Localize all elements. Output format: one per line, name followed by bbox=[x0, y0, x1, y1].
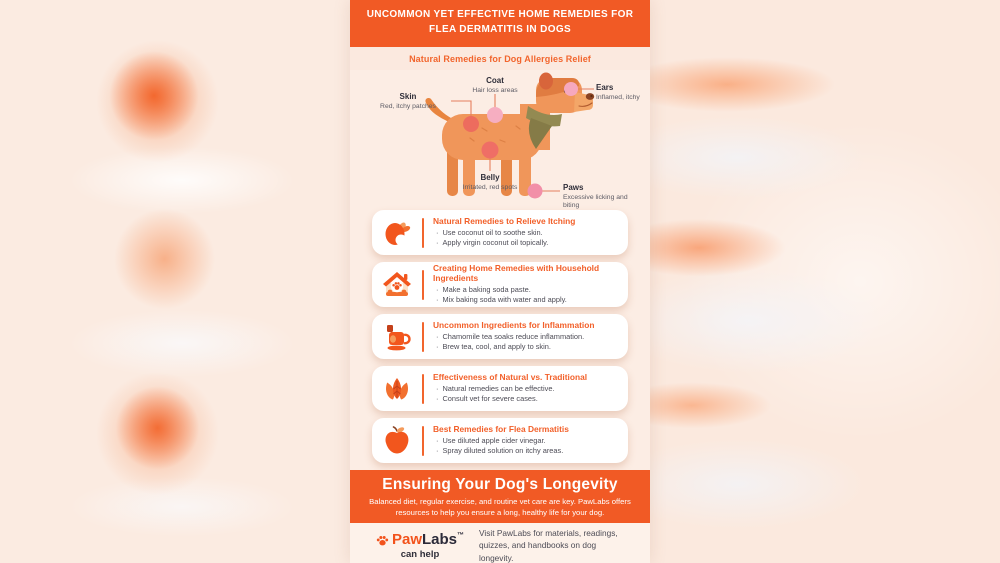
subtitle-text: Natural Remedies for Dog Allergies Relief bbox=[409, 53, 591, 64]
card-title: Uncommon Ingredients for Inflammation bbox=[433, 320, 595, 331]
card-bullet: · Apply virgin coconut oil topically. bbox=[433, 238, 622, 248]
remedy-card-inflammation bbox=[372, 314, 628, 359]
remedy-card-household bbox=[372, 262, 628, 307]
card-bullet: · Make a baking soda paste. bbox=[433, 285, 622, 295]
card-bullet: · Consult vet for severe cases. bbox=[433, 394, 622, 404]
footer bbox=[350, 523, 650, 563]
belly-label: Belly Irritated, red spots bbox=[462, 173, 518, 191]
remedy-cards bbox=[350, 205, 650, 463]
brand-trademark: ™ bbox=[457, 532, 465, 539]
card-bullet: · Spray diluted solution on itchy areas. bbox=[433, 446, 622, 456]
subtitle-bar bbox=[350, 47, 650, 70]
banner-text: Balanced diet, regular exercise, and routine vet care are key. PawLabs offers resources to help you ensure a long, healthy life for your dog. bbox=[369, 497, 631, 517]
remedy-card-flea-dermatitis bbox=[372, 418, 628, 463]
card-bullet: · Natural remedies can be effective. bbox=[433, 384, 622, 394]
coat-label: Coat Hair loss areas bbox=[472, 76, 518, 94]
coconut-oil-icon bbox=[372, 216, 422, 250]
dog-ear bbox=[539, 73, 553, 90]
blurred-background-left bbox=[0, 0, 350, 563]
dog-nose bbox=[586, 93, 594, 100]
card-bullet: · Use diluted apple cider vinegar. bbox=[433, 436, 622, 446]
skin-marker bbox=[463, 116, 479, 132]
card-title: Creating Home Remedies with Household Ingredients bbox=[433, 263, 600, 283]
card-bullet: · Brew tea, cool, and apply to skin. bbox=[433, 342, 622, 352]
card-bullet: · Chamomile tea soaks reduce inflammation. bbox=[433, 332, 622, 342]
apple-icon bbox=[372, 424, 422, 458]
footer-text: Visit PawLabs for materials, readings, quizzes, and handbooks on dog longevity. bbox=[479, 528, 618, 563]
card-title: Natural Remedies to Relieve Itching bbox=[433, 216, 576, 227]
blurred-background-right bbox=[650, 0, 1000, 563]
skin-label: Skin Red, itchy patches bbox=[380, 92, 436, 110]
ears-marker bbox=[564, 82, 578, 96]
banner-title: Ensuring Your Dog's Longevity bbox=[382, 476, 618, 493]
brand-paw: Paw bbox=[391, 531, 422, 548]
leaves-icon bbox=[372, 372, 422, 406]
card-title: Best Remedies for Flea Dermatitis bbox=[433, 424, 569, 435]
card-bullet: · Use coconut oil to soothe skin. bbox=[433, 228, 622, 238]
brand-labs: Labs bbox=[422, 531, 458, 548]
card-title: Effectiveness of Natural vs. Traditional bbox=[433, 372, 588, 383]
brand-tagline: can help bbox=[400, 549, 440, 560]
remedy-card-effectiveness bbox=[372, 366, 628, 411]
infographic-panel bbox=[350, 0, 650, 563]
pawlabs-logo bbox=[374, 531, 466, 560]
longevity-banner bbox=[350, 470, 650, 523]
remedy-card-itching bbox=[372, 210, 628, 255]
dog-symptom-diagram bbox=[350, 70, 650, 210]
paws-marker bbox=[528, 184, 543, 199]
paws-label: Paws Excessive licking and biting bbox=[563, 183, 628, 210]
coat-marker bbox=[487, 107, 503, 123]
ears-label: Ears Inflamed, itchy bbox=[596, 83, 640, 101]
belly-marker bbox=[482, 142, 499, 159]
page-title: UNCOMMON YET EFFECTIVE HOME REMEDIES FOR FLEA DERMATITIS IN DOGS bbox=[350, 0, 650, 47]
card-bullet: · Mix baking soda with water and apply. bbox=[433, 295, 622, 305]
tea-cup-icon bbox=[372, 320, 422, 354]
home-paw-icon bbox=[372, 268, 422, 302]
paw-icon bbox=[376, 534, 389, 547]
